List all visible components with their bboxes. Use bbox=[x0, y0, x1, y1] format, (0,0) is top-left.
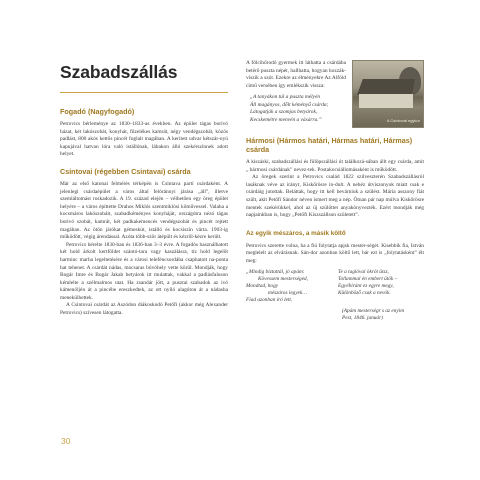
poem-line: Különböző csak a nevök. bbox=[338, 290, 391, 297]
intro-block bbox=[246, 60, 346, 128]
photo-caption: A Csintovai egykor bbox=[386, 118, 420, 123]
poem-line: Tollammal én embert ütök – bbox=[338, 275, 398, 282]
credit-line: Pest, 1846. január) bbox=[342, 314, 383, 321]
paragraph-fogado: Petrovics bérleménye az 1830–1833-as években. Az épület tágas borivó házat, két lakószobát, konyhát, fűzelékes kamrát, négy vendégszobát, közös padlást, 800 akós kettős pincét foglalt magában. A kerített udvar kétszár-nyú kapujával hatvan lóra való istállónak, lábakon álló szekérszínnek adott helyet. bbox=[60, 121, 228, 158]
poem-credit bbox=[246, 308, 424, 322]
paragraph-harmosi-2: Az öregek szerint a Petrovics család 1822 szilveszterén Szabadszállásról lasáknak véve az irányt, Kiskőrösre in-dult. A nehéz útviszonyok miatt csak e csárdáig jutottak. Beláttak, hogy itt kell bevárniuk a szülést. Mária asszony fiát szült, akit Petőfi Sándor néven ismert meg a nép. Ötnan pár nap múlva Kiskőrösre mentek szekérükkel, ahol az új szülöttet anyakönyvezték. Ezért mondják még napjainkban is, hogy „Petőfi Kiszszállson született”. bbox=[246, 174, 424, 219]
poem-line: „Mindig biztattál, jó apám: bbox=[246, 268, 305, 275]
right-column bbox=[246, 60, 424, 322]
quote-line: Látogatják a szomjas betyárok, bbox=[250, 109, 318, 116]
photo-roof bbox=[357, 79, 415, 95]
poem-line: mészáros legyek… bbox=[268, 290, 308, 297]
poem-line: Egyébiránt ez egyre megy, bbox=[338, 282, 394, 289]
poem-right bbox=[338, 269, 424, 305]
poem-left bbox=[246, 269, 332, 305]
photo-wall bbox=[359, 94, 413, 108]
heading-csintovai: Csintovai (régebben Csintavai) csárda bbox=[60, 166, 191, 176]
paragraph-intro: A fölcihőrodó gyermek itt láthatta a csárdába betérő puszta népét, hallhatta, hogyan hozzák-viszik a szót. Ezekre az élményekre Az Alföld című versében így emlékszik vissza: bbox=[246, 60, 346, 89]
quote-line: Kecskemétre menvén a vásárra.” bbox=[250, 116, 322, 123]
page-number: 30 bbox=[61, 436, 71, 446]
page-title: Szabadszállás bbox=[60, 62, 178, 82]
intro-row bbox=[246, 60, 424, 128]
paragraph-csintovai-3: A Csintovai csárdát az Aszódon diákoskodó Petőfi (akkor még Alexander Petrovics) szívesen látogatta. bbox=[60, 302, 228, 317]
heading-mesaros: Az egyik mészáros, a másik költő bbox=[246, 229, 346, 237]
heading-harmosi: Hármosi (Hármos határi, Hármas határi, Hármas) csárda bbox=[246, 136, 413, 154]
poem-line: Fiad azonban író lett. bbox=[246, 297, 293, 304]
csarda-photo bbox=[352, 60, 424, 128]
poem-line: Mondtad, hogy bbox=[246, 282, 279, 289]
credit-line: (Apám mesterségr s az enyim bbox=[342, 307, 405, 314]
poem-row bbox=[246, 269, 424, 305]
left-column bbox=[60, 62, 228, 318]
heading-fogado: Fogadó (Nagyfogadó) bbox=[60, 107, 135, 116]
paragraph-csintovai-1: Már az első katonai felmérés térképén is Csintava partí csárdaként. A jelenlegi csárdaépület a város által felóránnyi járása „áll”, illetve szemláltomást roskadozik. A 19. század elején – vélhetően egy öreg épület helyére – a város építtette Drahos Miklós szentmiklósi kőművessel. Valaha a kocsmáros lakószobáit, szabadkéményes konyháját, országútra nézó tágas borivó szobát, kamrát, két padkakemencés vendégszobát és pincét rejtett magában. Az ötön járókat gémeskút, istálló és kocsiszín várta. 1903-ig működött, végig árendással. Azóta több-ször átépült és kézről-kézre került. bbox=[60, 180, 228, 241]
paragraph-csintovai-2: Petrovics bérelte 1830-ban és 1836-ban 3–3 évre. A fogadós használhatott két hold árkolt kertföldet szántó-tara vagy kaszálásra, tíz hold legelőt harminc marha legeltetésére és a városi teleféncsordába csaphatott na-ponta hat tehenet. A csárdát nádas, mocsaras búvóhely vette körül. Mondják, hogy Bogár Imre és Bogár Jakab betyárok itt mulattak, vakkal a padlásfaluson kémlelte a szélmalmos utat. Ha zsandár jött, a pusztai szabadok az ivó kámenöljén át a pincébe ereszkedtek, az ott nyíló alagúton át a nádasba menekülhettek. bbox=[60, 241, 228, 301]
paragraph-harmosi-1: A kiszáski, szabadszállási és fülöpszállási út találkozá-sában állt egy csárda, amit „ hármosi csárdának” nevez-tek. Postakocsiállomásaként is működött. bbox=[246, 159, 424, 173]
verse-quote bbox=[250, 94, 346, 124]
title-rule bbox=[60, 92, 228, 93]
quote-line: Áll magányos, dőlt kéményű csárda; bbox=[250, 101, 329, 108]
quote-line: „A tanyákon túl a puszta mélyén bbox=[250, 94, 321, 101]
poem-line: Te a taglóval ökröt ütsz, bbox=[338, 268, 389, 275]
paragraph-mesaros: Petrovics szerette volna, ha a fiú folytatja apjsk mester-ségét. Kisebbik fia, István meglelelt az elvárásnak. Sán-dor azonban költő lett, bár ezt is „folytatásként” élt meg: bbox=[246, 242, 424, 264]
poem-line: Kövessem mesterséged, bbox=[258, 275, 309, 282]
